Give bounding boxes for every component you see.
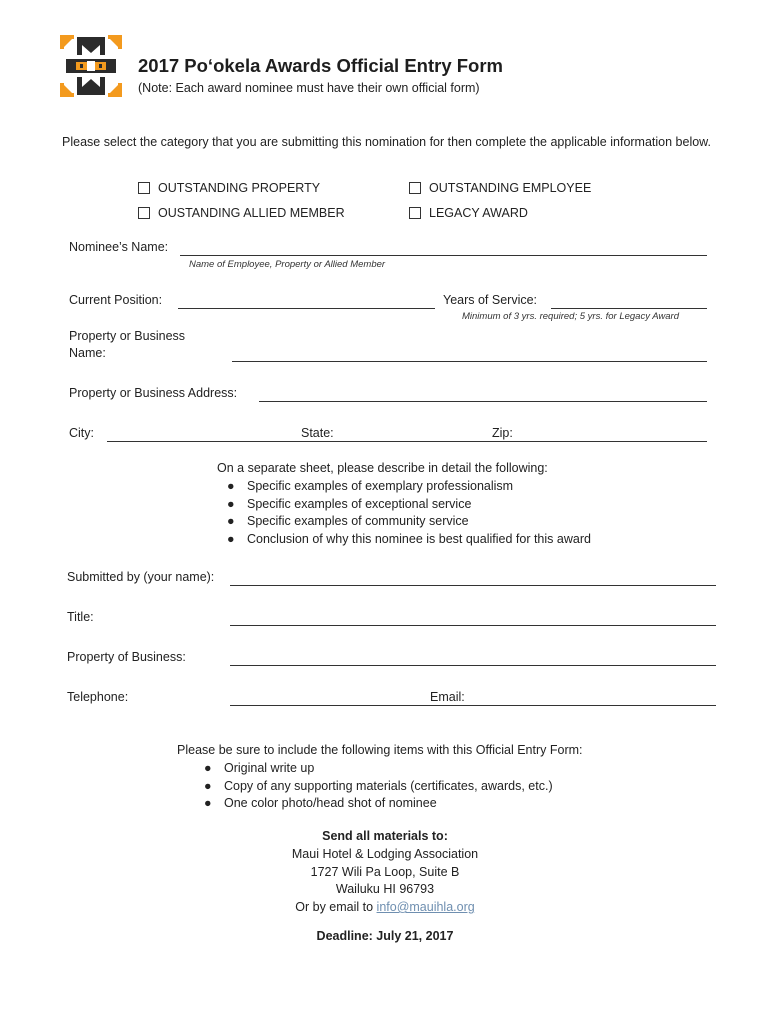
send-city: Wailuku HI 96793	[335, 882, 435, 896]
category-label: OUTSTANDING PROPERTY	[158, 181, 321, 195]
checkbox[interactable]	[138, 182, 150, 194]
bullet-icon: ●	[204, 761, 212, 775]
association-logo	[60, 35, 122, 97]
years-of-service-label: Years of Service:	[443, 293, 538, 307]
telephone-label: Telephone:	[67, 690, 129, 704]
current-position-label: Current Position:	[69, 293, 163, 307]
title-field[interactable]	[230, 625, 716, 626]
current-position-field[interactable]	[178, 308, 435, 309]
category-outstanding-employee[interactable]	[409, 181, 591, 195]
bullet-icon: ●	[227, 531, 235, 546]
zip-label: Zip:	[492, 426, 513, 440]
property-of-business-field[interactable]	[230, 665, 716, 666]
property-name-field[interactable]	[232, 361, 707, 362]
checkbox[interactable]	[138, 207, 150, 219]
bullet-icon: ●	[227, 514, 235, 528]
bullet-icon: ●	[204, 796, 212, 810]
send-street: 1727 Wili Pa Loop, Suite B	[310, 865, 460, 879]
submitted-by-label: Submitted by (your name):	[67, 570, 215, 584]
send-heading: Send all materials to:	[322, 829, 448, 843]
bullet-icon: ●	[227, 496, 235, 511]
category-outstanding-property[interactable]	[138, 181, 320, 195]
nominee-name-hint: Name of Employee, Property or Allied Member	[189, 259, 386, 270]
send-org: Maui Hotel & Lodging Association	[291, 847, 479, 861]
include-list	[202, 760, 553, 813]
city-label: City:	[69, 426, 94, 440]
list-item: ● Original write up	[202, 760, 553, 778]
list-item: ● Specific examples of community service	[225, 513, 591, 531]
nominee-name-label: Nominee’s Name:	[69, 240, 169, 254]
property-address-label: Property or Business Address:	[69, 386, 238, 400]
city-state-zip-field[interactable]	[107, 441, 707, 442]
property-of-business-label: Property of Business:	[67, 650, 186, 664]
nominee-name-field[interactable]	[180, 255, 707, 256]
telephone-email-field[interactable]	[230, 705, 716, 706]
checkbox[interactable]	[409, 182, 421, 194]
send-email-line	[0, 900, 770, 914]
email-label: Email:	[430, 690, 465, 704]
bullet-icon: ●	[204, 778, 212, 793]
category-allied-member[interactable]	[138, 206, 345, 220]
category-label: OUSTANDING ALLIED MEMBER	[158, 206, 345, 220]
state-label: State:	[301, 426, 334, 440]
category-label: OUTSTANDING EMPLOYEE	[429, 181, 592, 195]
form-note: (Note: Each award nominee must have their own official form)	[138, 81, 480, 95]
property-name-label-line2: Name:	[69, 346, 106, 360]
property-name-label-line1: Property or Business	[69, 329, 186, 343]
email-link[interactable]: info@mauihla.org	[376, 900, 475, 914]
describe-list	[225, 478, 591, 548]
title-label: Title:	[67, 610, 94, 624]
bullet-icon: ●	[227, 479, 235, 493]
property-address-field[interactable]	[259, 401, 707, 402]
submitted-by-field[interactable]	[230, 585, 716, 586]
form-title: 2017 Poʻokela Awards Official Entry Form	[138, 55, 503, 76]
list-item: ● Specific examples of exceptional service	[225, 496, 591, 514]
years-of-service-field[interactable]	[551, 308, 707, 309]
category-label: LEGACY AWARD	[429, 206, 528, 220]
deadline: Deadline: July 21, 2017	[316, 929, 454, 943]
send-email-prefix: Or by email to	[295, 900, 377, 914]
list-item: ● One color photo/head shot of nominee	[202, 795, 553, 813]
category-legacy-award[interactable]	[409, 206, 528, 220]
include-heading: Please be sure to include the following items with this Official Entry Form:	[177, 743, 583, 757]
checkbox[interactable]	[409, 207, 421, 219]
years-of-service-hint: Minimum of 3 yrs. required; 5 yrs. for Legacy Award	[462, 311, 679, 322]
list-item: ● Copy of any supporting materials (certificates, awards, etc.)	[202, 778, 553, 796]
list-item: ● Conclusion of why this nominee is best qualified for this award	[225, 531, 591, 549]
intro-text: Please select the category that you are submitting this nomination for then complete the applicable information below.	[62, 135, 711, 149]
list-item: ● Specific examples of exemplary professionalism	[225, 478, 591, 496]
describe-heading: On a separate sheet, please describe in detail the following:	[217, 461, 548, 475]
